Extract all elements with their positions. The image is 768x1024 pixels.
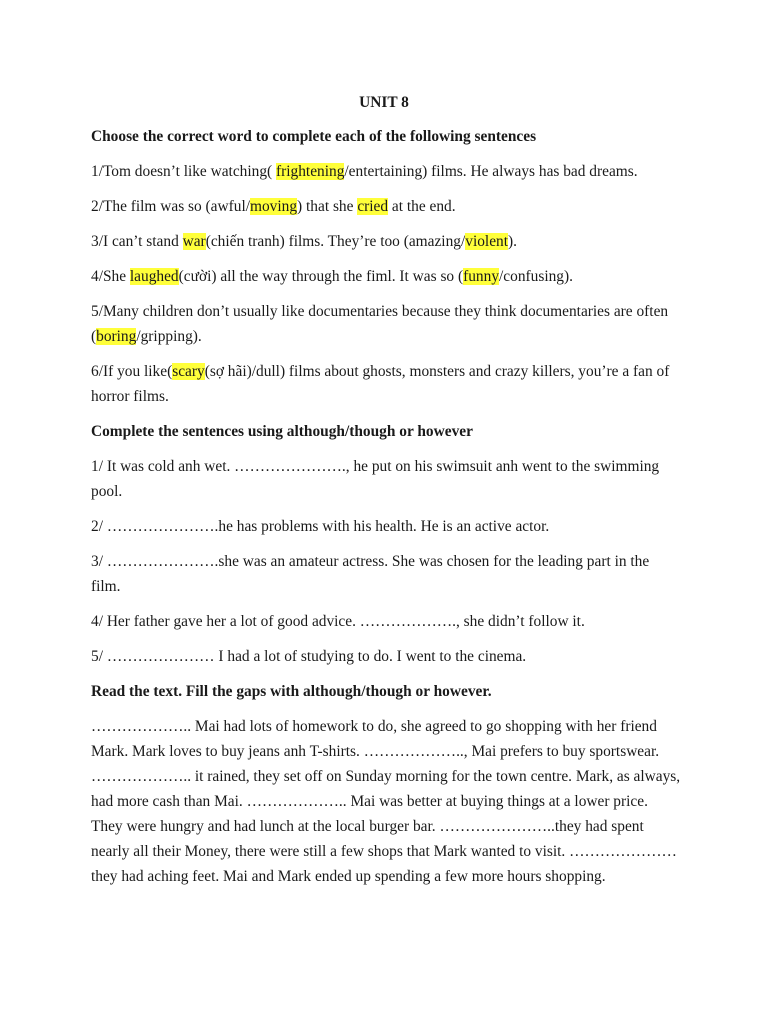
exercise2-item-5: 5/ ………………… I had a lot of studying to do. I went to the cinema. (91, 648, 527, 665)
exercise2-item-1: 1/ It was cold anh wet. …………………., he put on his swimsuit anh went to the swimming pool. (91, 458, 660, 500)
exercise2-item-4: 4/ Her father gave her a lot of good advice. ………………., she didn’t follow it. (91, 613, 585, 630)
highlighted-word: laughed (129, 268, 179, 285)
item-text: 5/Many children don’t usually like documentaries because they think documentaries are often ( (91, 303, 669, 345)
exercise1-item-5 (91, 299, 681, 349)
reading-paragraph: ……………….. Mai had lots of homework to do, she agreed to go shopping with her friend Mark. Mark loves to buy jeans anh T-shirts. ……………….., Mai prefers to buy sportswear. ……………….. it rained, they set off on Sunday morning for the town centre. Mark, as always, had more cash than Mai. ……………….. Mai was better at buying things at a lower price. They were hungry and had lunch at the local burger bar. …………………..they had spent nearly all their Money, there were still a few shops that Mark wanted to visit. ………………… they had aching feet. Mai and Mark ended up spending a few more hours shopping. (91, 718, 681, 885)
item-text: 2/The film was so (awful/ (91, 198, 251, 215)
exercise1-item-6 (91, 359, 681, 409)
highlighted-word: war (182, 233, 206, 250)
item-text: /confusing). (499, 268, 573, 285)
section2-heading: Complete the sentences using although/though or however (91, 423, 473, 440)
section1-heading: Choose the correct word to complete each of the following sentences (91, 128, 537, 145)
item-text: /entertaining) films. He always has bad dreams. (344, 163, 638, 180)
exercise2-item-2: 2/ ………………….he has problems with his health. He is an active actor. (91, 518, 550, 535)
highlighted-word: violent (465, 233, 508, 250)
highlighted-word: scary (172, 363, 205, 380)
page-title: UNIT 8 (359, 94, 409, 111)
highlighted-word: frightening (276, 163, 345, 180)
section3-heading: Read the text. Fill the gaps with although/though or however. (91, 683, 492, 700)
exercise1-item-2 (91, 194, 681, 219)
item-text: /gripping). (136, 328, 202, 345)
item-text: (cười) all the way through the fiml. It was so ( (178, 268, 464, 285)
worksheet-content (91, 124, 681, 899)
item-text: ) that she (297, 198, 358, 215)
highlighted-word: moving (250, 198, 298, 215)
item-text: 3/I can’t stand (91, 233, 183, 250)
item-text: 1/Tom doesn’t like watching( (91, 163, 277, 180)
exercise1-item-1 (91, 159, 681, 184)
highlighted-word: cried (357, 198, 389, 215)
item-text: (chiến tranh) films. They’re too (amazing/ (205, 233, 466, 250)
item-text: 4/She (91, 268, 130, 285)
highlighted-word: boring (96, 328, 137, 345)
item-text: at the end. (388, 198, 456, 215)
exercise1-item-3 (91, 229, 681, 254)
item-text: ). (508, 233, 517, 250)
exercise1-item-4 (91, 264, 681, 289)
highlighted-word: funny (463, 268, 500, 285)
item-text: (sợ hãi)/dull) films about ghosts, monsters and crazy killers, you’re a fan of horror films. (91, 363, 670, 405)
item-text: 6/If you like( (91, 363, 173, 380)
exercise2-item-3: 3/ ………………….she was an amateur actress. She was chosen for the leading part in the film. (91, 553, 650, 595)
